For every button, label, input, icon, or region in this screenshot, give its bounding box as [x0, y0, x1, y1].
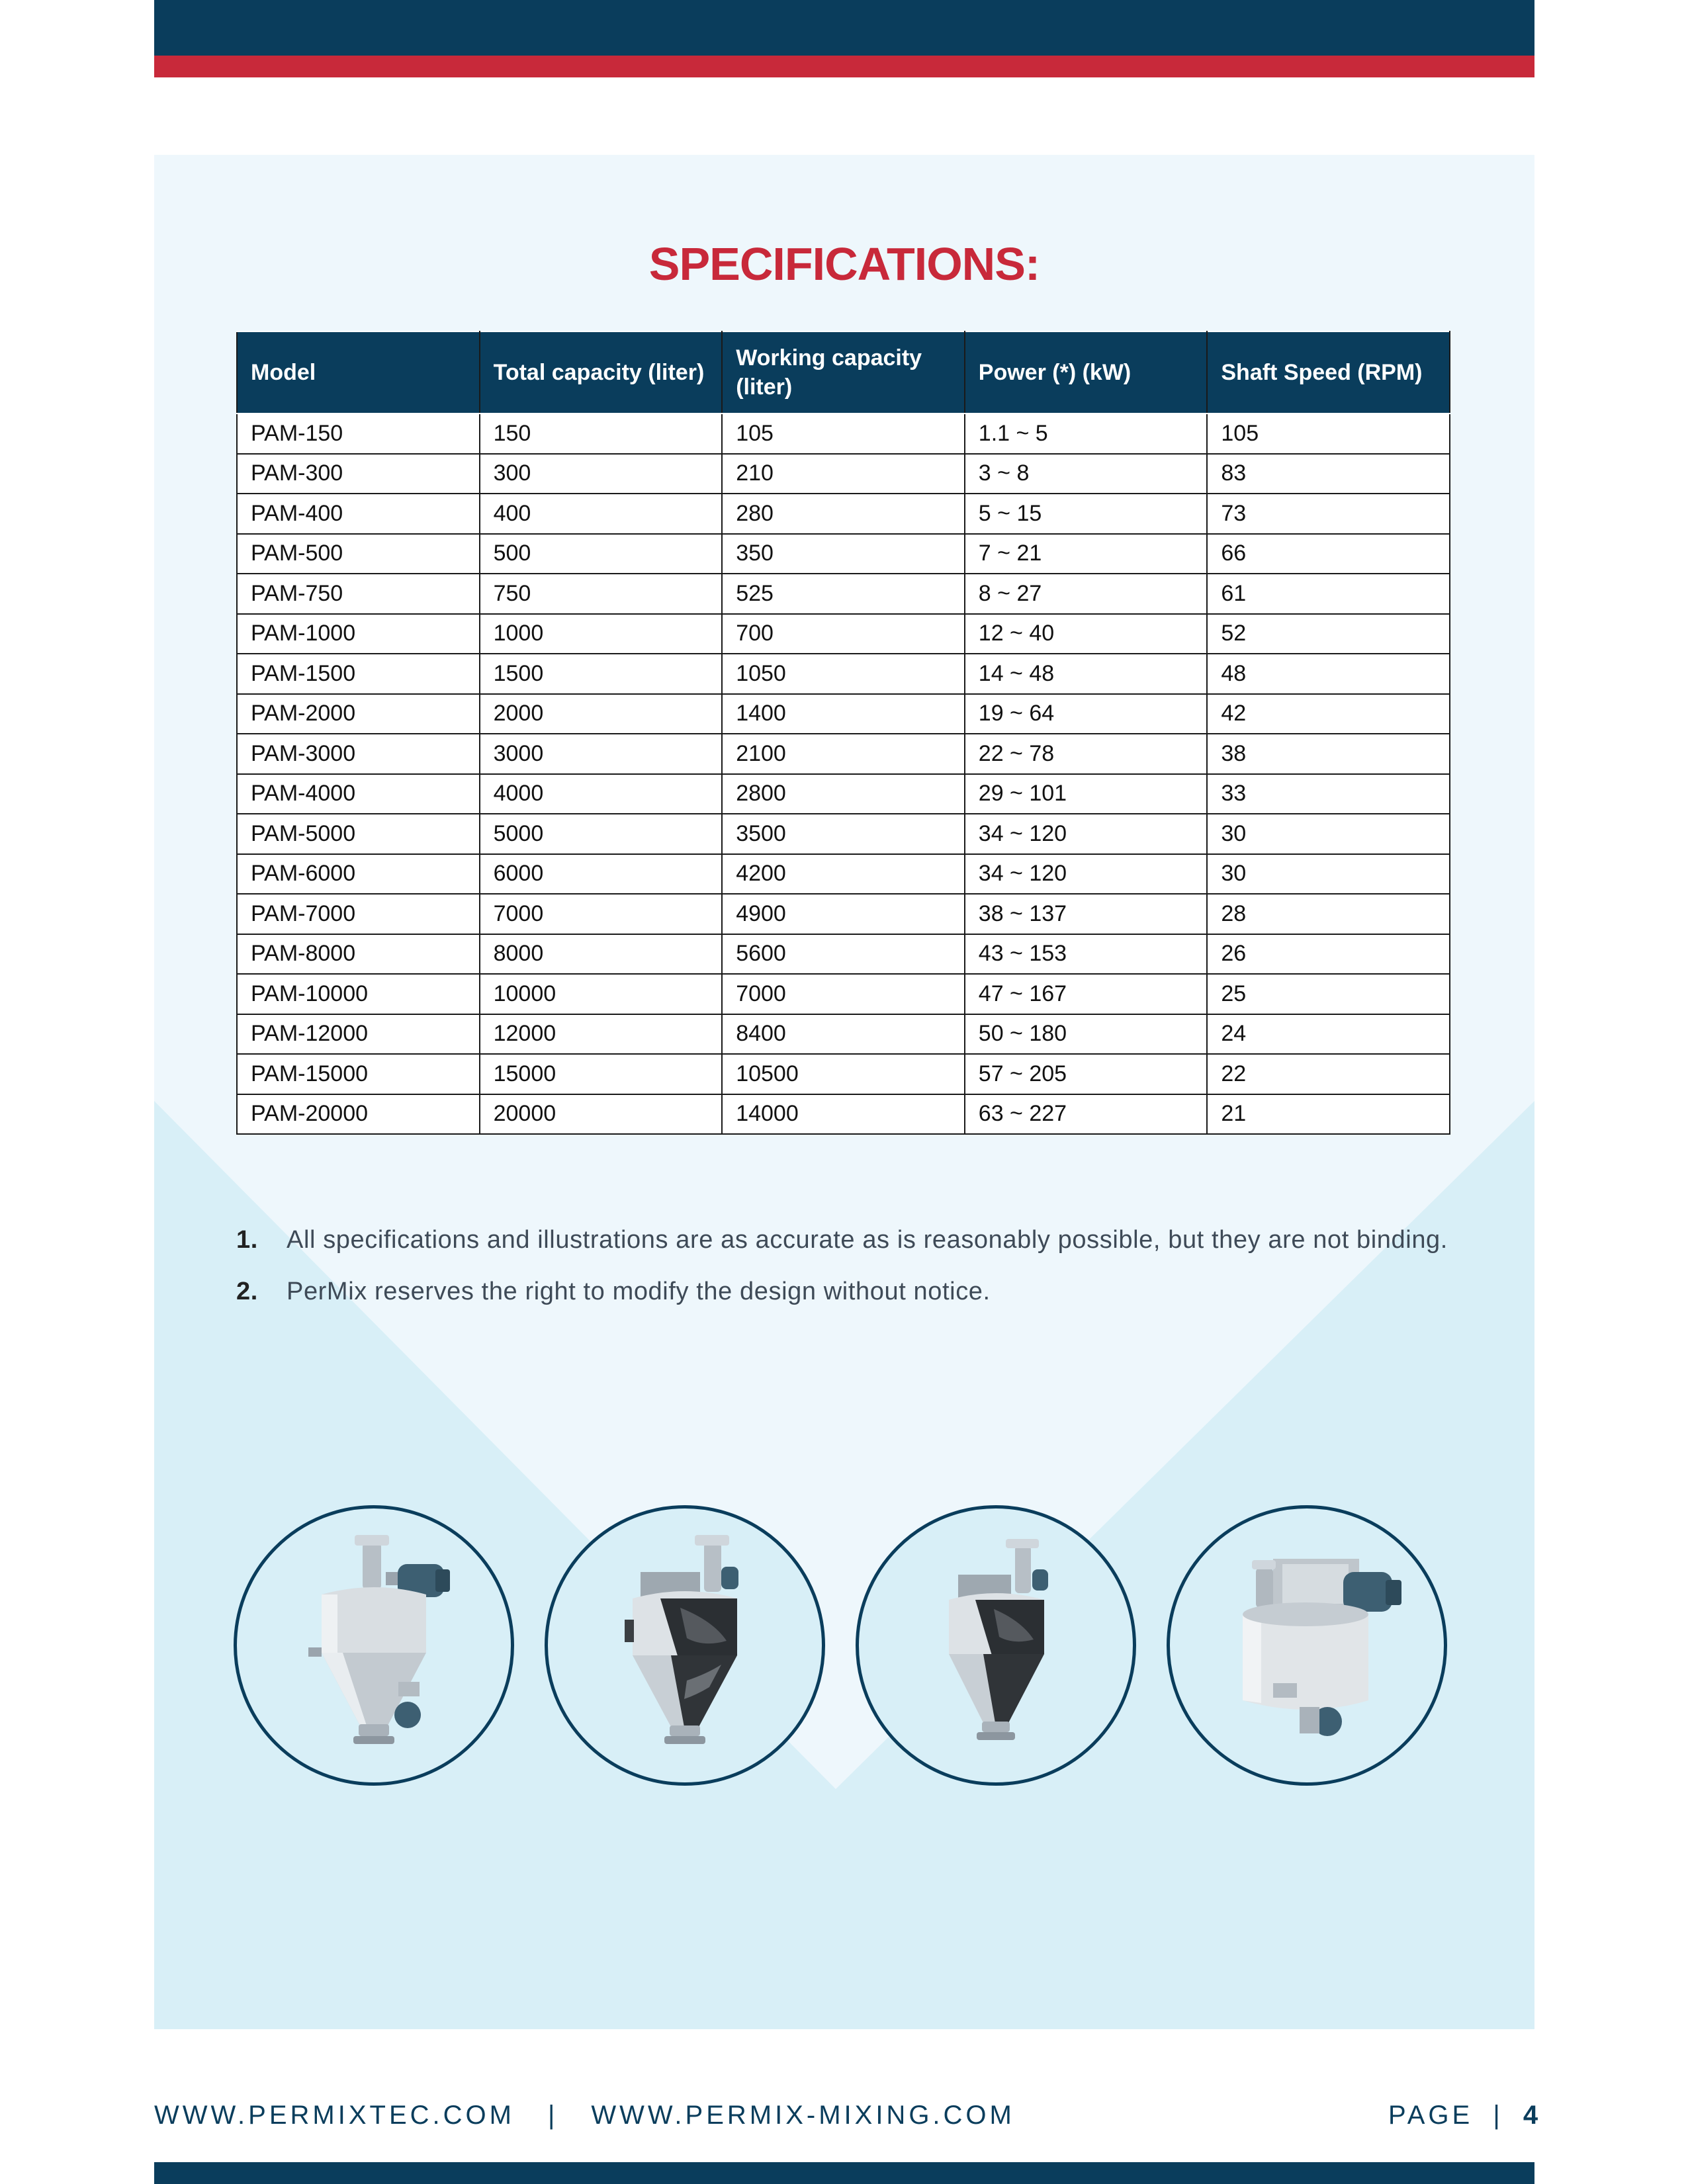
page-label: PAGE [1388, 2101, 1474, 2130]
table-cell: 105 [722, 414, 965, 454]
table-cell: 29 ~ 101 [965, 774, 1208, 814]
table-cell: 5 ~ 15 [965, 494, 1208, 534]
table-cell: 5600 [722, 934, 965, 975]
column-header: Model [237, 331, 480, 414]
table-cell: PAM-750 [237, 574, 480, 614]
table-cell: PAM-400 [237, 494, 480, 534]
table-cell: PAM-300 [237, 454, 480, 494]
table-cell: 350 [722, 534, 965, 574]
table-cell: PAM-6000 [237, 854, 480, 895]
table-cell: 14 ~ 48 [965, 654, 1208, 694]
table-cell: 2800 [722, 774, 965, 814]
table-cell: 6000 [480, 854, 723, 895]
table-row [237, 1014, 1450, 1055]
table-cell: 50 ~ 180 [965, 1014, 1208, 1055]
table-cell: PAM-8000 [237, 934, 480, 975]
table-cell: PAM-10000 [237, 974, 480, 1014]
table-row [237, 694, 1450, 734]
table-cell: 750 [480, 574, 723, 614]
column-header: Working capacity (liter) [722, 331, 965, 414]
table-cell: 525 [722, 574, 965, 614]
table-cell: 30 [1207, 854, 1450, 895]
table-cell: 34 ~ 120 [965, 814, 1208, 854]
note-text: PerMix reserves the right to modify the design without notice. [287, 1278, 991, 1305]
page-indicator [1388, 2101, 1541, 2134]
table-row [237, 494, 1450, 534]
table-row [237, 654, 1450, 694]
note-item [236, 1274, 1450, 1309]
table-cell: 47 ~ 167 [965, 974, 1208, 1014]
table-row [237, 414, 1450, 454]
table-cell: 210 [722, 454, 965, 494]
product-image-3 [856, 1505, 1136, 1786]
table-cell: 66 [1207, 534, 1450, 574]
table-cell: 2000 [480, 694, 723, 734]
table-cell: 2100 [722, 734, 965, 774]
table-header-row [237, 331, 1450, 414]
table-cell: 7 ~ 21 [965, 534, 1208, 574]
note-text: All specifications and illustrations are as accurate as is reasonably possible, but they are not binding. [287, 1226, 1448, 1254]
table-row [237, 934, 1450, 975]
table-cell: 7000 [480, 894, 723, 934]
table-cell: 73 [1207, 494, 1450, 534]
table-cell: 38 [1207, 734, 1450, 774]
table-cell: 1400 [722, 694, 965, 734]
table-cell: 1.1 ~ 5 [965, 414, 1208, 454]
table-row [237, 734, 1450, 774]
table-cell: PAM-150 [237, 414, 480, 454]
table-cell: 1050 [722, 654, 965, 694]
table-cell: 8 ~ 27 [965, 574, 1208, 614]
table-row [237, 1054, 1450, 1094]
table-cell: 4900 [722, 894, 965, 934]
table-cell: 24 [1207, 1014, 1450, 1055]
table-row [237, 894, 1450, 934]
note-number: 2. [236, 1278, 258, 1305]
table-cell: 63 ~ 227 [965, 1094, 1208, 1135]
table-cell: 43 ~ 153 [965, 934, 1208, 975]
table-cell: 28 [1207, 894, 1450, 934]
table-cell: 38 ~ 137 [965, 894, 1208, 934]
table-cell: 3000 [480, 734, 723, 774]
note-item [236, 1223, 1450, 1257]
table-cell: 280 [722, 494, 965, 534]
table-cell: PAM-500 [237, 534, 480, 574]
table-cell: 48 [1207, 654, 1450, 694]
table-cell: 22 ~ 78 [965, 734, 1208, 774]
table-cell: 61 [1207, 574, 1450, 614]
table-cell: PAM-4000 [237, 774, 480, 814]
page-separator: | [1493, 2101, 1503, 2130]
table-row [237, 814, 1450, 854]
table-cell: PAM-5000 [237, 814, 480, 854]
header-band-red [154, 56, 1534, 77]
table-cell: 4000 [480, 774, 723, 814]
table-cell: 5000 [480, 814, 723, 854]
table-cell: PAM-3000 [237, 734, 480, 774]
table-cell: 30 [1207, 814, 1450, 854]
note-number: 1. [236, 1226, 258, 1254]
notes-list [236, 1223, 1450, 1326]
footer-band-navy [154, 2162, 1534, 2184]
table-cell: 300 [480, 454, 723, 494]
table-cell: 22 [1207, 1054, 1450, 1094]
table-cell: 10000 [480, 974, 723, 1014]
table-cell: 12000 [480, 1014, 723, 1055]
table-cell: PAM-2000 [237, 694, 480, 734]
table-cell: 19 ~ 64 [965, 694, 1208, 734]
footer-separator: | [547, 2101, 558, 2130]
table-cell: 8000 [480, 934, 723, 975]
table-cell: 25 [1207, 974, 1450, 1014]
header-band-navy [154, 0, 1534, 56]
spec-table [236, 331, 1450, 1135]
table-cell: 500 [480, 534, 723, 574]
table-cell: PAM-1500 [237, 654, 480, 694]
page-number: 4 [1523, 2101, 1542, 2130]
website-link-1[interactable]: WWW.PERMIXTEC.COM [154, 2101, 515, 2130]
table-cell: 700 [722, 614, 965, 654]
table-cell: PAM-20000 [237, 1094, 480, 1135]
table-cell: 7000 [722, 974, 965, 1014]
table-row [237, 774, 1450, 814]
table-cell: 1500 [480, 654, 723, 694]
table-cell: 57 ~ 205 [965, 1054, 1208, 1094]
table-cell: 3500 [722, 814, 965, 854]
table-cell: 15000 [480, 1054, 723, 1094]
product-image-2 [545, 1505, 825, 1786]
table-cell: 52 [1207, 614, 1450, 654]
table-cell: 12 ~ 40 [965, 614, 1208, 654]
table-cell: 1000 [480, 614, 723, 654]
table-cell: 8400 [722, 1014, 965, 1055]
table-cell: 400 [480, 494, 723, 534]
table-cell: 10500 [722, 1054, 965, 1094]
table-row [237, 854, 1450, 895]
table-cell: 34 ~ 120 [965, 854, 1208, 895]
table-cell: 42 [1207, 694, 1450, 734]
table-row [237, 534, 1450, 574]
column-header: Shaft Speed (RPM) [1207, 331, 1450, 414]
table-cell: PAM-15000 [237, 1054, 480, 1094]
table-cell: 21 [1207, 1094, 1450, 1135]
table-row [237, 974, 1450, 1014]
column-header: Total capacity (liter) [480, 331, 723, 414]
table-cell: 83 [1207, 454, 1450, 494]
column-header: Power (*) (kW) [965, 331, 1208, 414]
table-cell: 33 [1207, 774, 1450, 814]
table-row [237, 574, 1450, 614]
page-title: SPECIFICATIONS: [648, 238, 1040, 290]
table-cell: 20000 [480, 1094, 723, 1135]
table-row [237, 454, 1450, 494]
table-cell: 4200 [722, 854, 965, 895]
table-cell: 3 ~ 8 [965, 454, 1208, 494]
table-cell: PAM-12000 [237, 1014, 480, 1055]
table-cell: 26 [1207, 934, 1450, 975]
footer-links [154, 2101, 1015, 2134]
table-cell: PAM-7000 [237, 894, 480, 934]
table-row [237, 1094, 1450, 1135]
product-image-1 [234, 1505, 514, 1786]
table-row [237, 614, 1450, 654]
table-cell: 105 [1207, 414, 1450, 454]
product-image-4 [1167, 1505, 1447, 1786]
table-cell: 14000 [722, 1094, 965, 1135]
table-cell: 150 [480, 414, 723, 454]
table-cell: PAM-1000 [237, 614, 480, 654]
website-link-2[interactable]: WWW.PERMIX-MIXING.COM [591, 2101, 1015, 2130]
